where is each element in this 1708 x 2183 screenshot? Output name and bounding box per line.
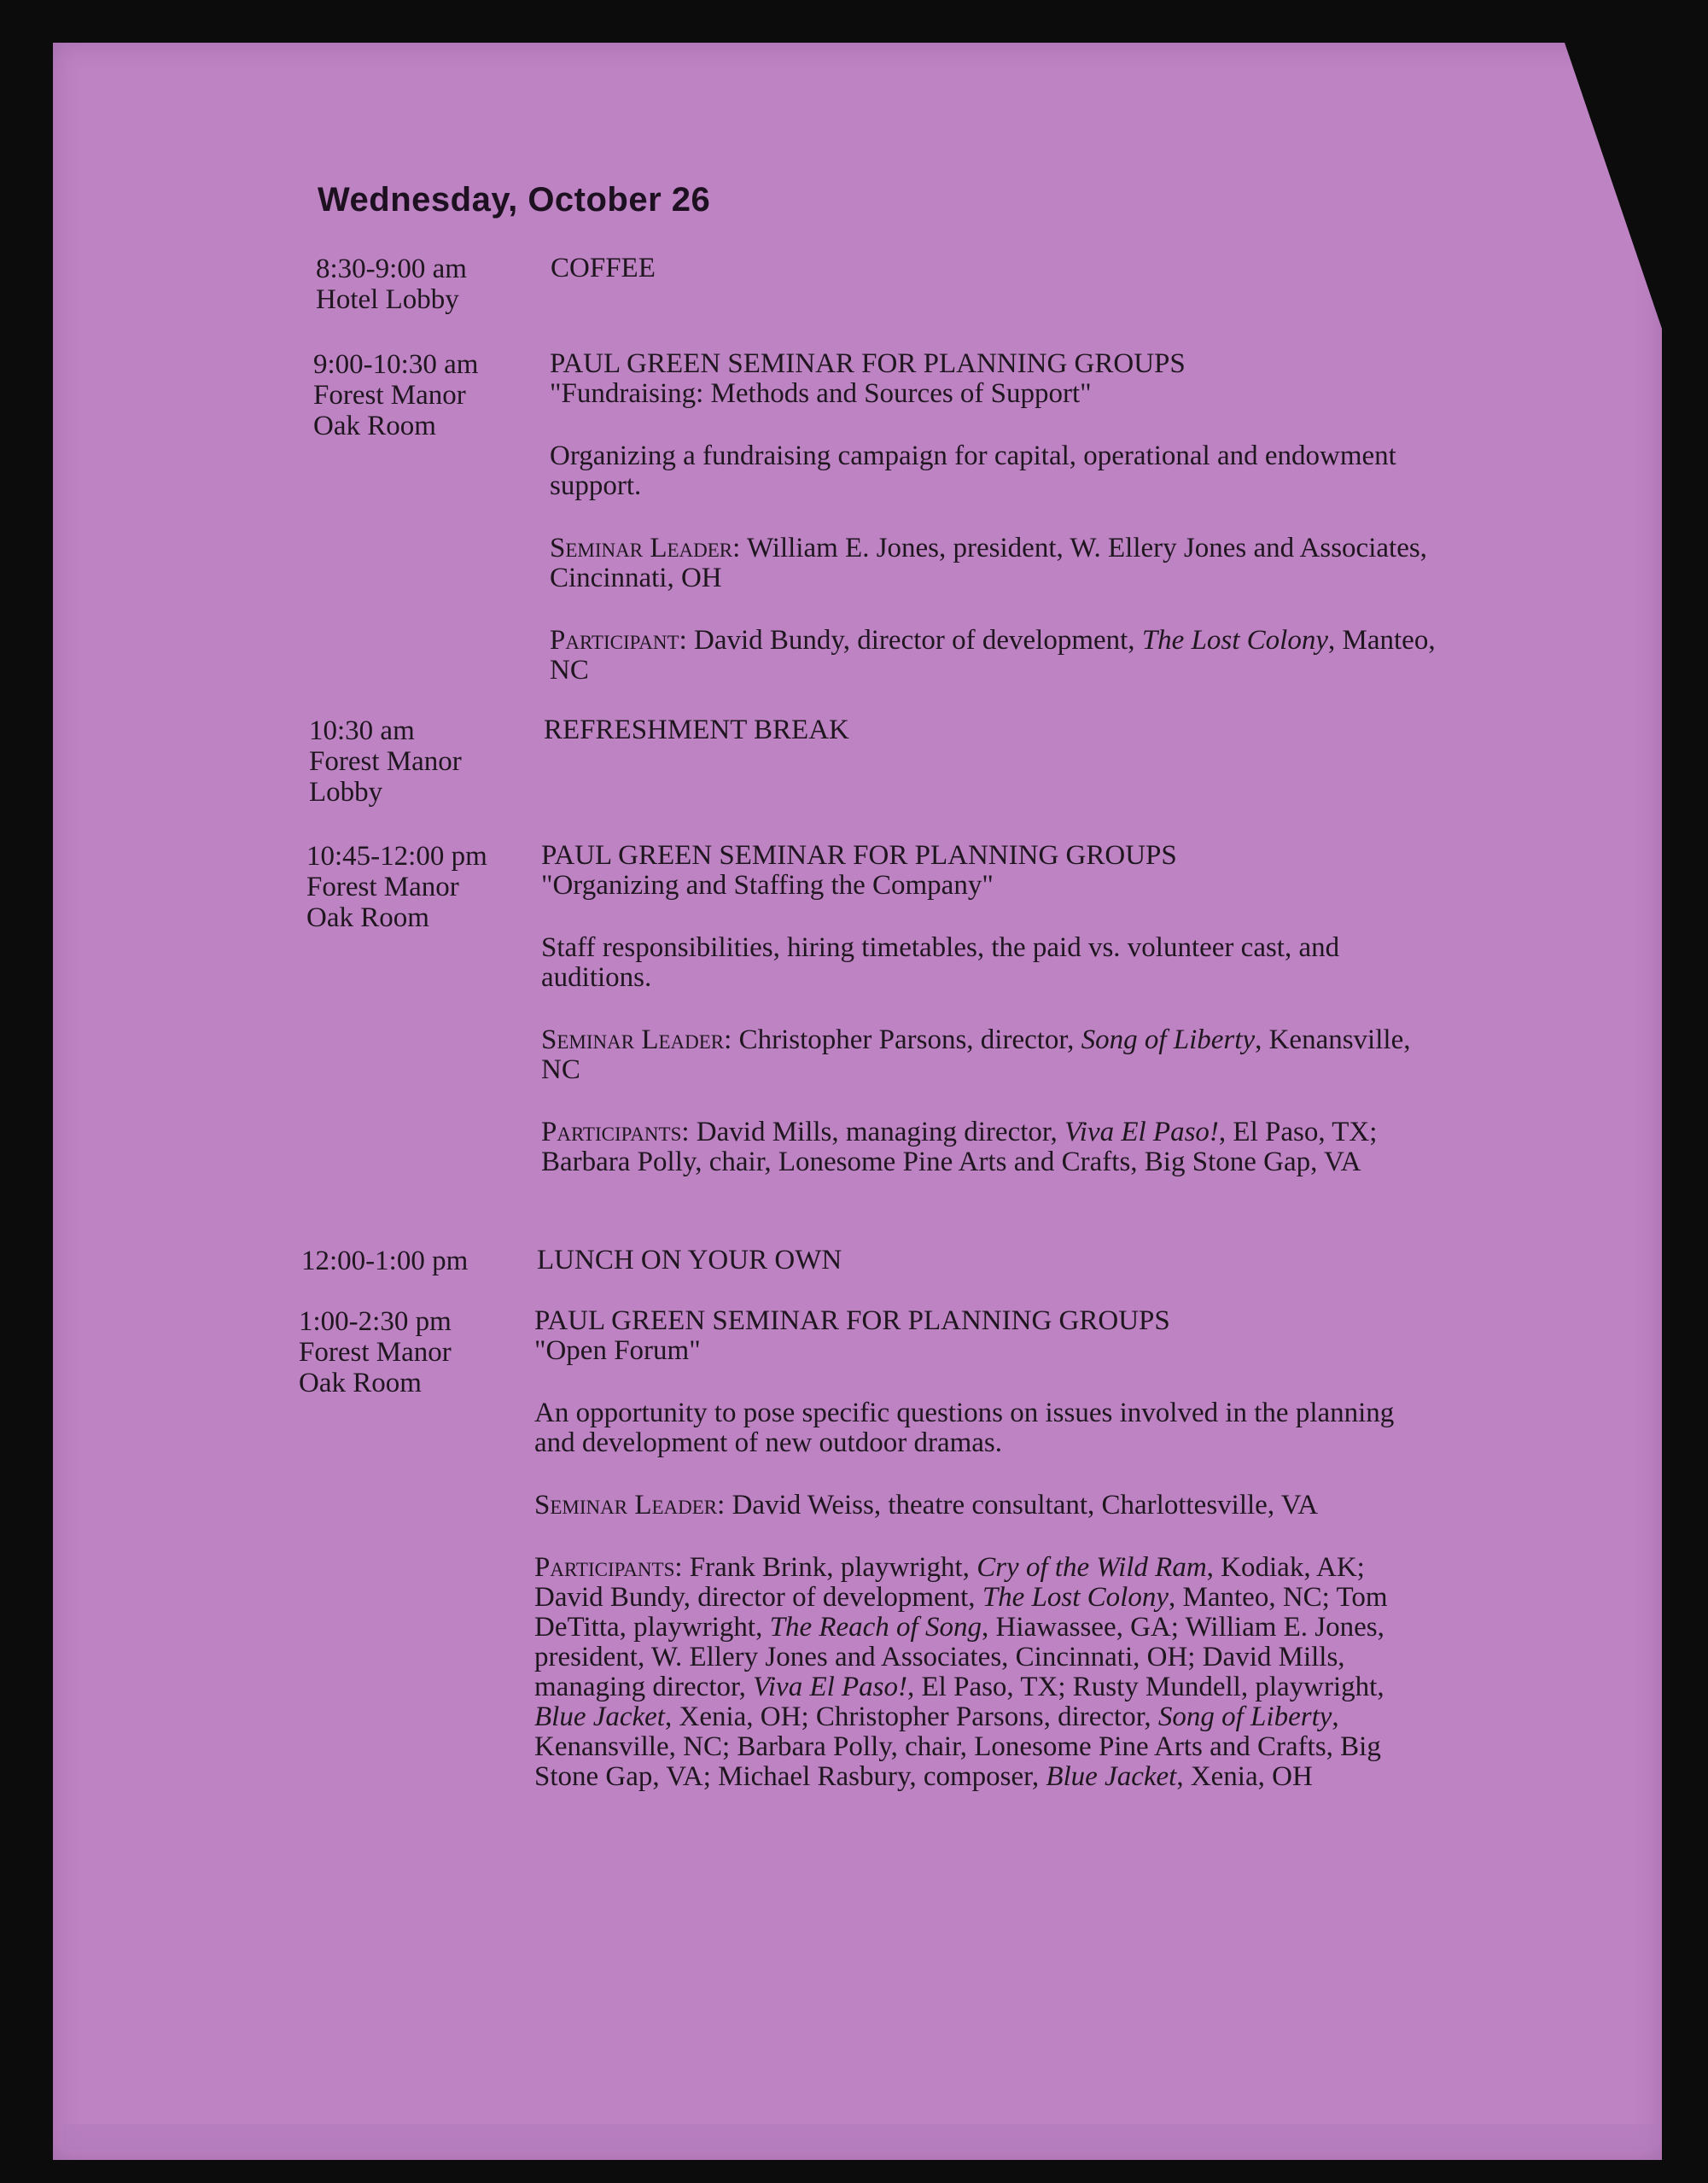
sheet-edge [63, 2124, 1659, 2150]
session-title-block [534, 1306, 1431, 1366]
seminar-leader [550, 534, 1446, 593]
session-location-line: Oak Room [306, 902, 429, 933]
production-title: The Lost Colony [1141, 625, 1329, 656]
session-title: COFFEE [551, 253, 656, 283]
participants-text: , El Paso, TX; Barbara Polly, chair, Lonesome Pine Arts and Crafts, Big Stone Gap, VA [541, 1117, 1378, 1177]
participants-text: , Manteo, NC [550, 625, 1436, 686]
production-title: Cry of the Wild Ram [976, 1552, 1207, 1583]
session-subtitle: "Organizing and Staffing the Company" [541, 870, 994, 901]
participants-text: Frank Brink, playwright, [689, 1552, 970, 1583]
session-description: Organizing a fundraising campaign for capital, operational and endowment support. [550, 441, 1396, 501]
participants-text: David Bundy, director of development, [694, 625, 1135, 656]
session-time-location [316, 254, 538, 315]
session-details [534, 1306, 1431, 1792]
participants-text: , Xenia, OH; Christopher Parsons, director, [664, 1701, 1151, 1732]
session-time: 10:30 am [309, 715, 415, 746]
production-title: Song of Liberty [1157, 1701, 1332, 1732]
production-title: The Lost Colony [982, 1582, 1169, 1613]
session-description: Staff responsibilities, hiring timetables, the paid vs. volunteer cast, and auditions. [541, 932, 1340, 993]
session-time: 1:00-2:30 pm [299, 1306, 452, 1337]
production-title: Song of Liberty [1081, 1024, 1256, 1055]
participants-text: , Manteo, NC; Tom DeTitta, playwright, [534, 1582, 1388, 1643]
session-time-location [313, 349, 535, 441]
session-location-line: Hotel Lobby [316, 284, 459, 315]
leader-label: Seminar Leader: [541, 1024, 732, 1055]
session-time-location [306, 841, 528, 933]
leader-label: Seminar Leader: [550, 533, 741, 563]
leader-text: David Weiss, theatre consultant, Charlottesville, VA [732, 1490, 1319, 1521]
session-location-line: Oak Room [299, 1368, 422, 1398]
participants-text: , Xenia, OH [1176, 1761, 1313, 1792]
session-location-line: Forest Manor [306, 872, 459, 902]
seminar-leader [534, 1491, 1431, 1521]
session-location-line: Forest Manor [309, 746, 462, 777]
session-time: 10:45-12:00 pm [306, 841, 487, 872]
participants-text: David Mills, managing director, [696, 1117, 1058, 1147]
participants-label: Participants: [541, 1117, 690, 1147]
session-time-location [309, 715, 531, 808]
participants-label: Participants: [534, 1552, 683, 1583]
session-details [537, 1246, 1433, 1275]
session-title: REFRESHMENT BREAK [544, 715, 849, 745]
participants-text: , Kenansville, NC; Barbara Polly, chair, Lonesome Pine Arts and Crafts, Big Stone Gap, VA; Michael Rasbury, composer, [534, 1701, 1381, 1792]
participants-text: , Hiawassee, GA; William E. Jones, president, W. Ellery Jones and Associates, Cincinnati, OH; David Mills, managing director, [534, 1612, 1384, 1702]
session-title: PAUL GREEN SEMINAR FOR PLANNING GROUPS [534, 1305, 1170, 1336]
leader-text: , Kenansville, NC [541, 1024, 1411, 1085]
session-time: 8:30-9:00 am [316, 254, 467, 284]
session-time: 9:00-10:30 am [313, 349, 479, 380]
day-heading: Wednesday, October 26 [318, 181, 711, 219]
leader-label: Seminar Leader: [534, 1490, 726, 1521]
production-title: Blue Jacket [534, 1701, 665, 1732]
session-description: An opportunity to pose specific questions on issues involved in the planning and development of new outdoor dramas. [534, 1398, 1395, 1458]
participants-label: Participant: [550, 625, 687, 656]
production-title: Viva El Paso! [753, 1672, 908, 1702]
participants [550, 626, 1446, 686]
session-title: PAUL GREEN SEMINAR FOR PLANNING GROUPS [541, 840, 1177, 871]
participants-text: , El Paso, TX; Rusty Mundell, playwright, [907, 1672, 1384, 1702]
session-title-block [541, 841, 1437, 901]
session-subtitle: "Open Forum" [534, 1335, 701, 1366]
session-time-location [299, 1306, 521, 1398]
leader-text: William E. Jones, president, W. Ellery Jones and Associates, Cincinnati, OH [550, 533, 1427, 593]
session-location-line: Oak Room [313, 411, 436, 441]
session-title-block [550, 349, 1446, 409]
seminar-leader [541, 1025, 1437, 1085]
session-details [550, 349, 1446, 686]
production-title: Viva El Paso! [1064, 1117, 1219, 1147]
session-location-line: Forest Manor [299, 1337, 452, 1368]
production-title: Blue Jacket [1046, 1761, 1177, 1792]
session-time-location [301, 1246, 523, 1276]
session-details [541, 841, 1437, 1177]
session-details [551, 254, 1447, 283]
participants [541, 1118, 1437, 1177]
session-title: LUNCH ON YOUR OWN [537, 1245, 842, 1275]
participants-text: , Kodiak, AK; David Bundy, director of development, [534, 1552, 1365, 1613]
session-subtitle: "Fundraising: Methods and Sources of Support" [550, 378, 1092, 409]
session-location-line: Lobby [309, 777, 383, 808]
leader-text: Christopher Parsons, director, [738, 1024, 1075, 1055]
session-location-line: Forest Manor [313, 380, 466, 411]
participants [534, 1553, 1431, 1792]
session-time: 12:00-1:00 pm [301, 1246, 469, 1276]
session-title: PAUL GREEN SEMINAR FOR PLANNING GROUPS [550, 348, 1186, 379]
production-title: The Reach of Song [769, 1612, 982, 1643]
session-details [544, 715, 1440, 745]
